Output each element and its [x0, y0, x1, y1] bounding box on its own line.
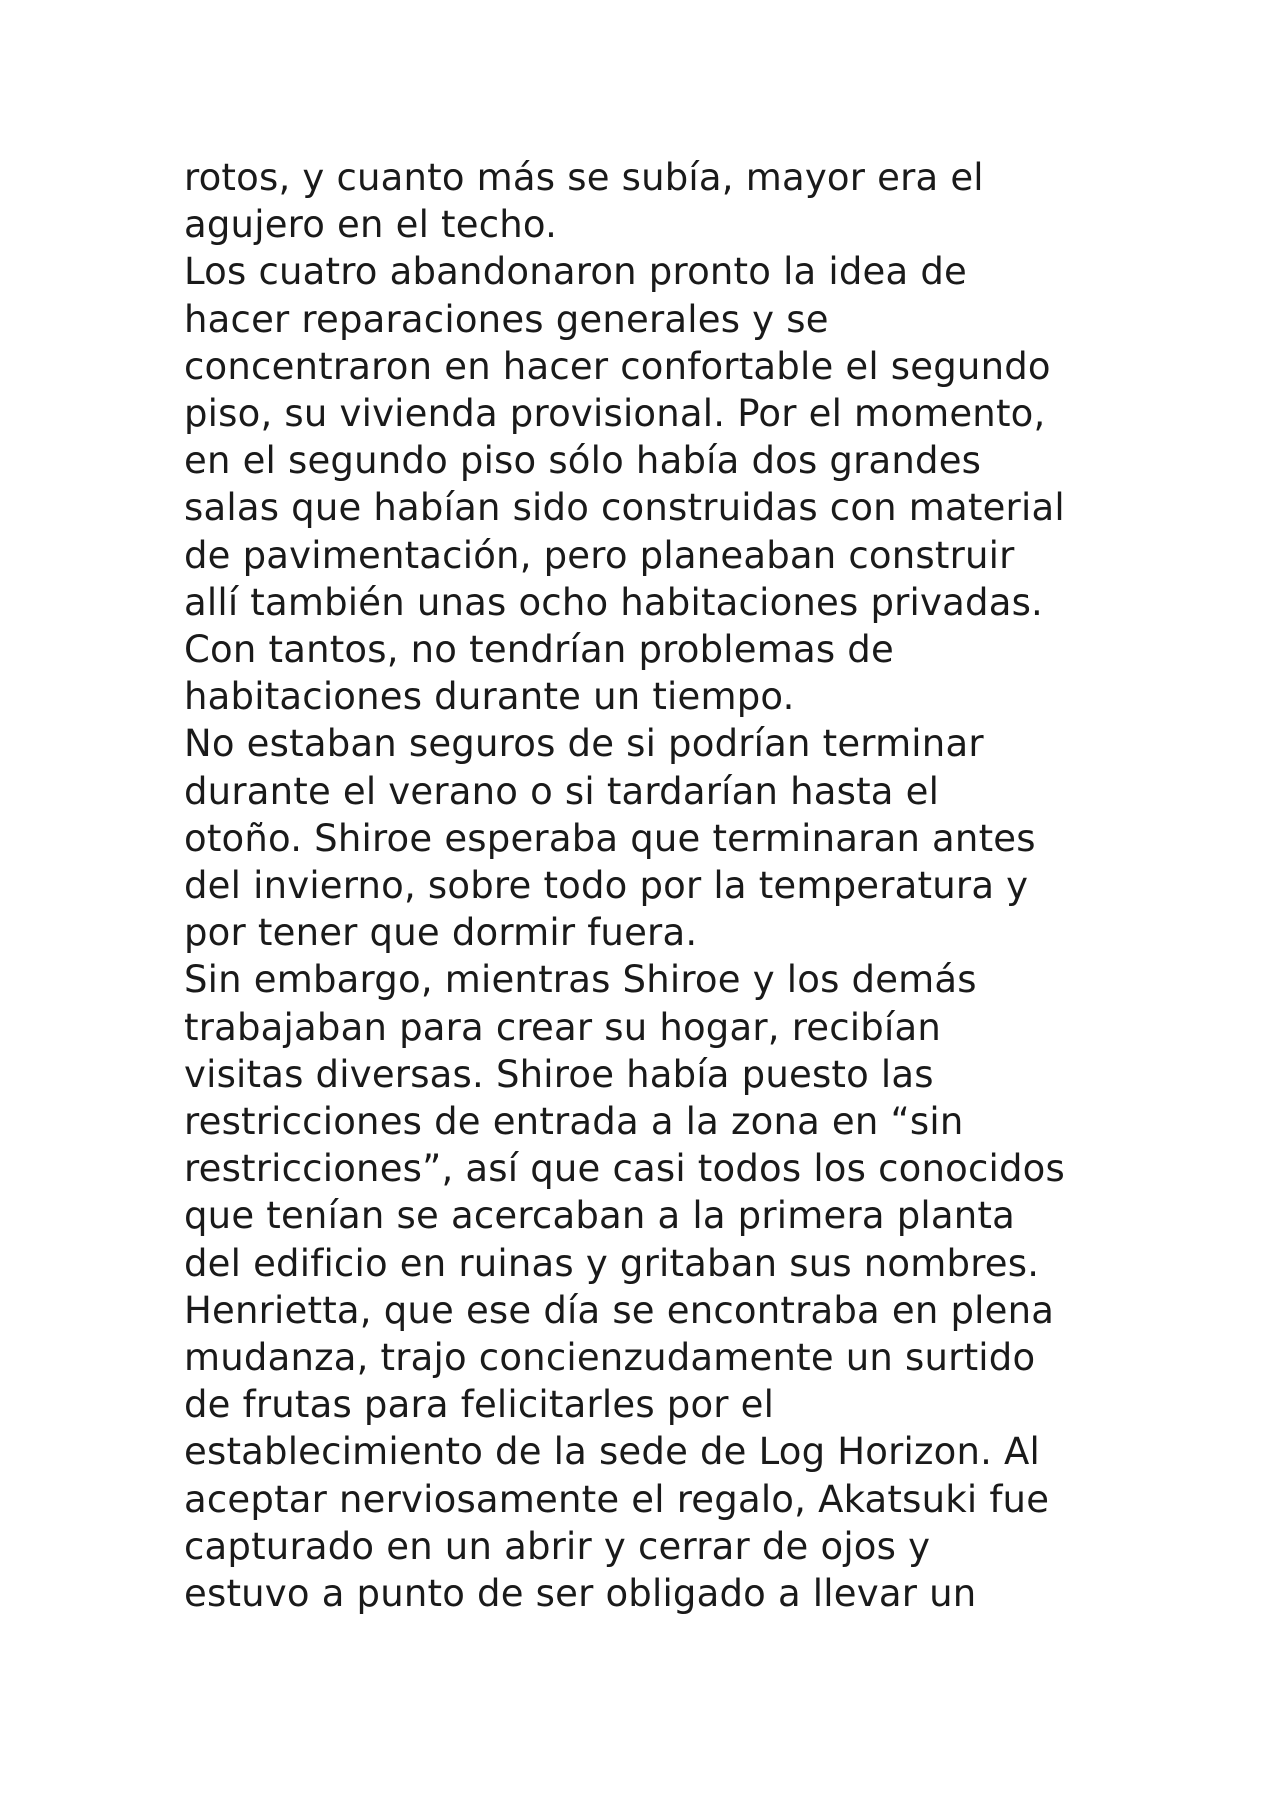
text-line: salas que habían sido construidas con material [184, 486, 1065, 530]
text-line: agujero en el techo. [184, 203, 558, 247]
text-line: por tener que dormir fuera. [184, 911, 698, 955]
text-line: capturado en un abrir y cerrar de ojos y [184, 1524, 931, 1568]
text-line: No estaban seguros de si podrían terminar [184, 722, 984, 766]
text-line: hacer reparaciones generales y se [184, 297, 829, 341]
text-line: mudanza, trajo concienzudamente un surtido [184, 1336, 1036, 1380]
text-line: de pavimentación, pero planeaban construir [184, 533, 1015, 577]
text-line: estuvo a punto de ser obligado a llevar un [184, 1572, 977, 1616]
text-line: que tenían se acercaban a la primera planta [184, 1194, 1015, 1238]
text-line: en el segundo piso sólo había dos grandes [184, 439, 982, 483]
text-line: trabajaban para crear su hogar, recibían [184, 1005, 941, 1049]
text-line: restricciones”, así que casi todos los conocidos [184, 1147, 1065, 1191]
text-line: Los cuatro abandonaron pronto la idea de [184, 250, 967, 294]
text-line: otoño. Shiroe esperaba que terminaran antes [184, 816, 1036, 860]
text-line: de frutas para felicitarles por el [184, 1383, 775, 1427]
text-line: aceptar nerviosamente el regalo, Akatsuki fue [184, 1477, 1050, 1521]
text-line: habitaciones durante un tiempo. [184, 675, 795, 719]
text-line: Con tantos, no tendrían problemas de [184, 628, 894, 672]
text-line: concentraron en hacer confortable el segundo [184, 344, 1051, 388]
text-line: visitas diversas. Shiroe había puesto las [184, 1052, 934, 1096]
text-line: del edificio en ruinas y gritaban sus nombres. [184, 1241, 1040, 1285]
text-line: allí también unas ocho habitaciones privadas. [184, 580, 1044, 624]
text-line: Sin embargo, mientras Shiroe y los demás [184, 958, 977, 1002]
text-line: rotos, y cuanto más se subía, mayor era el [184, 156, 984, 199]
text-line: Henrietta, que ese día se encontraba en plena [184, 1288, 1055, 1332]
text-line: piso, su vivienda provisional. Por el momento, [184, 392, 1046, 436]
body-text [184, 154, 1124, 1617]
text-line: restricciones de entrada a la zona en “sin [184, 1100, 964, 1144]
text-line: del invierno, sobre todo por la temperatura y [184, 864, 1029, 908]
text-line: establecimiento de la sede de Log Horizon. Al [184, 1430, 1041, 1474]
text-line: durante el verano o si tardarían hasta el [184, 769, 940, 813]
